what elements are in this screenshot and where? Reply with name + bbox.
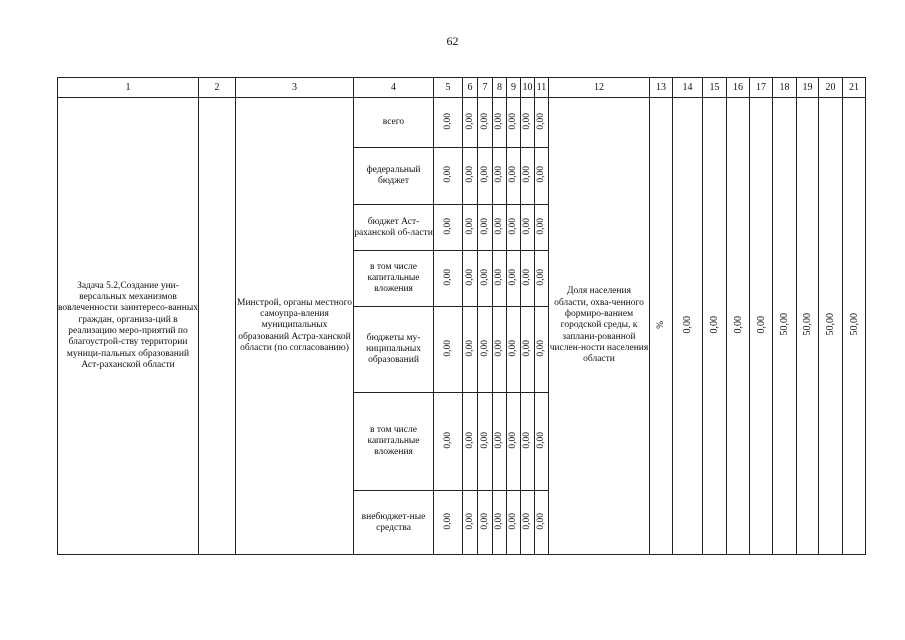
indicator-value-cell (727, 98, 750, 555)
value-cell (507, 98, 521, 148)
task-description: Задача 5.2,Создание уни-версальных механизмов вовлеченности заинтересо-ванных граждан, организа-ций в реализацию меро-приятий по благоустрой-ству территории муници-пальных образований Аст-раханской области (58, 98, 199, 555)
col-header: 7 (478, 78, 493, 98)
value-cell (521, 98, 535, 148)
program-table (57, 77, 866, 555)
value: 0,00 (464, 512, 475, 530)
value-cell (434, 251, 463, 307)
value-cell (535, 98, 549, 148)
indicator-value: 50,00 (848, 313, 860, 336)
empty-cell (199, 98, 236, 555)
value-cell (507, 393, 521, 491)
value: 0,00 (494, 112, 504, 130)
col-header: 1 (58, 78, 199, 98)
value-cell (463, 98, 478, 148)
value-cell (535, 251, 549, 307)
indicator-value: 0,00 (755, 315, 767, 334)
indicator-value-cell (703, 98, 727, 555)
indicator-value-cell (819, 98, 843, 555)
col-header: 4 (354, 78, 434, 98)
value: 0,00 (508, 431, 518, 449)
value: 0,00 (522, 112, 532, 130)
value: 0,00 (464, 217, 475, 235)
value-cell (478, 251, 493, 307)
value-cell (493, 98, 507, 148)
value-cell (521, 205, 535, 251)
value-cell (535, 307, 549, 393)
col-header: 20 (819, 78, 843, 98)
value: 0,00 (522, 217, 532, 235)
value: 0,00 (536, 268, 546, 286)
col-header: 17 (750, 78, 773, 98)
value-cell (478, 307, 493, 393)
indicator-value: 50,00 (825, 313, 836, 336)
value-cell (521, 393, 535, 491)
col-header: 9 (507, 78, 521, 98)
value-cell (478, 148, 493, 205)
value-cell (434, 491, 463, 555)
col-header: 16 (727, 78, 750, 98)
value: 0,00 (494, 217, 504, 235)
value: 0,00 (536, 166, 546, 183)
value: 0,00 (536, 512, 546, 530)
col-header: 5 (434, 78, 463, 98)
value: 0,00 (442, 217, 453, 235)
value: 0,00 (494, 339, 504, 357)
value: 0,00 (522, 166, 532, 183)
value: 0,00 (479, 166, 490, 183)
value: 0,00 (508, 217, 518, 235)
col-header: 13 (650, 78, 673, 98)
value-cell (507, 148, 521, 205)
value-cell (463, 307, 478, 393)
value-cell (521, 251, 535, 307)
value-cell (434, 393, 463, 491)
value-cell (535, 491, 549, 555)
value-cell (493, 205, 507, 251)
value: 0,00 (479, 112, 490, 130)
value-cell (493, 393, 507, 491)
funding-source: в том числе капитальные вложения (354, 393, 434, 491)
value: 0,00 (479, 512, 490, 530)
value-cell (493, 251, 507, 307)
value-cell (434, 148, 463, 205)
value: 0,00 (522, 512, 532, 530)
col-header: 12 (549, 78, 650, 98)
value-cell (478, 491, 493, 555)
value-cell (478, 393, 493, 491)
col-header: 3 (236, 78, 354, 98)
value-cell (463, 148, 478, 205)
col-header: 15 (703, 78, 727, 98)
col-header: 8 (493, 78, 507, 98)
value: 0,00 (536, 339, 546, 357)
col-header: 19 (797, 78, 819, 98)
indicator-value-cell (797, 98, 819, 555)
value: 0,00 (536, 217, 546, 235)
value-cell (478, 98, 493, 148)
funding-source: внебюджет-ные средства (354, 491, 434, 555)
indicator-value-cell (843, 98, 866, 555)
funding-source: бюджет Аст-раханской об-ласти (354, 205, 434, 251)
indicator-value-cell (773, 98, 797, 555)
value-cell (507, 251, 521, 307)
value: 0,00 (508, 512, 518, 530)
value: 0,00 (464, 112, 475, 130)
value: 0,00 (508, 112, 518, 130)
indicator-value-cell (750, 98, 773, 555)
value-cell (493, 307, 507, 393)
value: 0,00 (479, 217, 490, 235)
col-header: 2 (199, 78, 236, 98)
value-cell (535, 393, 549, 491)
value: 0,00 (508, 339, 518, 357)
funding-source: федеральный бюджет (354, 148, 434, 205)
value-cell (434, 98, 463, 148)
value: 0,00 (442, 512, 453, 530)
col-header: 18 (773, 78, 797, 98)
col-header: 11 (535, 78, 549, 98)
funding-source: всего (354, 98, 434, 148)
value: 0,00 (442, 166, 453, 183)
indicator-unit (650, 98, 673, 555)
funding-source: в том числе капитальные вложения (354, 251, 434, 307)
value-cell (535, 205, 549, 251)
value: 0,00 (536, 431, 546, 449)
value-cell (463, 251, 478, 307)
value: 0,00 (464, 166, 475, 183)
value-cell (507, 307, 521, 393)
header-row (58, 78, 866, 98)
funding-source: бюджеты му-ниципальных образований (354, 307, 434, 393)
value-cell (463, 491, 478, 555)
indicator-value: 0,00 (709, 315, 720, 334)
value-cell (521, 491, 535, 555)
value: 0,00 (494, 166, 504, 183)
value: 0,00 (536, 112, 546, 130)
funding-row (58, 98, 866, 148)
value: 0,00 (442, 268, 453, 286)
page-number: 62 (446, 34, 459, 48)
value-cell (507, 491, 521, 555)
value: 0,00 (508, 166, 518, 183)
value-cell (535, 148, 549, 205)
value-cell (434, 205, 463, 251)
value: 0,00 (494, 268, 504, 286)
value-cell (507, 205, 521, 251)
executor: Минстрой, органы местного самоупра-вления муниципальных образований Астра-ханской области (по согласованию) (236, 98, 354, 555)
indicator-value-cell (673, 98, 703, 555)
value: 0,00 (494, 512, 504, 530)
value-cell (493, 148, 507, 205)
value: 0,00 (494, 431, 504, 449)
value: 0,00 (442, 431, 453, 449)
value-cell (434, 307, 463, 393)
value: 0,00 (479, 268, 490, 286)
value-cell (463, 205, 478, 251)
value: 0,00 (522, 268, 532, 286)
value: 0,00 (464, 339, 475, 357)
indicator-name: Доля населения области, охва-ченного формиро-ванием городской среды, к заплани-рованной числен-ности населения области (549, 98, 650, 555)
value: 0,00 (464, 431, 475, 449)
col-header: 21 (843, 78, 866, 98)
value-cell (463, 393, 478, 491)
value-cell (478, 205, 493, 251)
value: 0,00 (479, 339, 490, 357)
col-header: 10 (521, 78, 535, 98)
value: 0,00 (442, 339, 453, 357)
value: 0,00 (522, 339, 532, 357)
value-cell (493, 491, 507, 555)
indicator-value: 0,00 (682, 315, 693, 334)
value: 0,00 (508, 268, 518, 286)
value: 0,00 (442, 112, 453, 130)
value-cell (521, 307, 535, 393)
value: 0,00 (479, 431, 490, 449)
col-header: 14 (673, 78, 703, 98)
col-header: 6 (463, 78, 478, 98)
indicator-value: 50,00 (802, 313, 813, 336)
unit: % (655, 320, 666, 329)
indicator-value: 0,00 (732, 315, 744, 334)
value-cell (521, 148, 535, 205)
value: 0,00 (522, 431, 532, 449)
value: 0,00 (464, 268, 475, 286)
indicator-value: 50,00 (779, 313, 790, 336)
